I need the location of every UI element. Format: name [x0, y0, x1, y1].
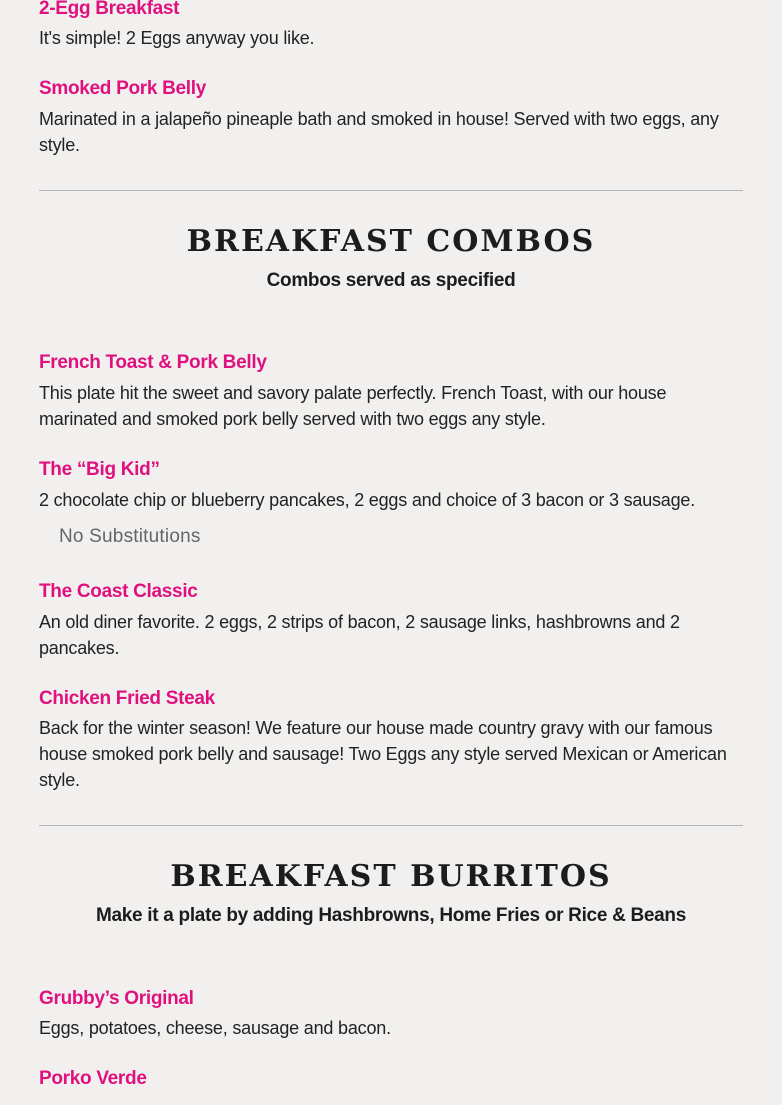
- menu-item-title: French Toast & Pork Belly: [39, 352, 267, 373]
- menu-item-description: This plate hit the sweet and savory palate perfectly. French Toast, with our house marinated and smoked pork belly served with two eggs any style.: [39, 383, 667, 429]
- section-heading-combos: BREAKFAST COMBOS: [186, 224, 596, 259]
- menu-item-description: 2 chocolate chip or blueberry pancakes, 2 eggs and choice of 3 bacon or 3 sausage.: [39, 490, 696, 510]
- section-divider: [39, 825, 743, 826]
- menu-item-note: No Substitutions: [59, 526, 201, 547]
- menu-item-description: It's simple! 2 Eggs anyway you like.: [39, 28, 315, 48]
- section-subheading-combos: Combos served as specified: [266, 270, 516, 291]
- menu-item-title: Chicken Fried Steak: [39, 688, 215, 709]
- section-subheading-burritos: Make it a plate by adding Hashbrowns, Home Fries or Rice & Beans: [95, 905, 687, 926]
- menu-item-title: Smoked Pork Belly: [39, 78, 207, 99]
- menu-item-title: Porko Verde: [39, 1068, 147, 1089]
- menu-item-title: 2-Egg Breakfast: [39, 0, 180, 19]
- section-heading-burritos: BREAKFAST BURRITOS: [170, 859, 612, 894]
- menu-item-description: Back for the winter season! We feature our house made country gravy with our famous house smoked pork belly and sausage! Two Eggs any style served Mexican or American style.: [39, 718, 727, 790]
- menu-item-title: The “Big Kid”: [39, 459, 160, 480]
- menu-item-description: Marinated in a jalapeño pineaple bath and smoked in house! Served with two eggs, any style.: [39, 109, 719, 155]
- menu-item-title: The Coast Classic: [39, 581, 198, 602]
- section-divider: [39, 190, 743, 191]
- menu-item-description: Eggs, potatoes, cheese, sausage and bacon.: [39, 1018, 391, 1038]
- menu-item-description: An old diner favorite. 2 eggs, 2 strips of bacon, 2 sausage links, hashbrowns and 2 pancakes.: [39, 612, 680, 658]
- menu-item-title: Grubby’s Original: [39, 988, 194, 1009]
